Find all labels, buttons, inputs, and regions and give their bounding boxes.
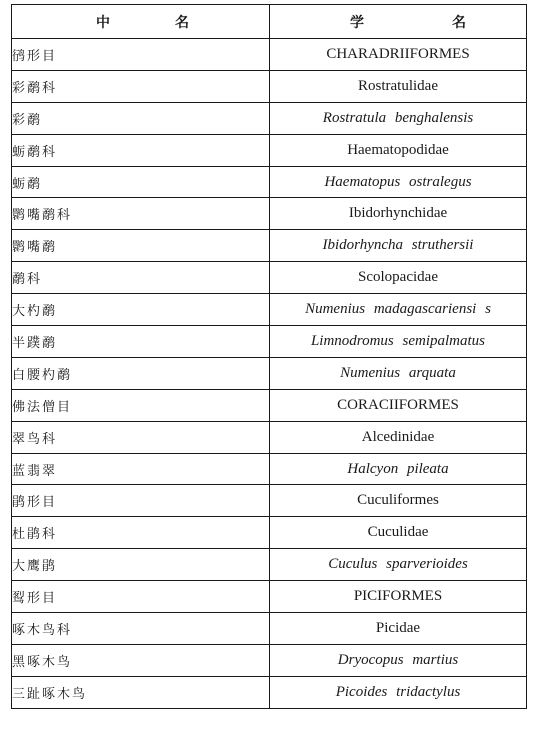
table-body [12,39,527,709]
scientific-name-cell: Cuculidae [270,517,527,549]
table-row [12,389,527,421]
table-row [12,70,527,102]
table-row [12,230,527,262]
table-header-row [12,5,527,39]
chinese-name-cell: 半蹼鹬 [12,326,270,358]
scientific-name-cell: Dryocopus martius [270,644,527,676]
header-chinese-name [12,5,270,39]
scientific-name-cell: Halcyon pileata [270,453,527,485]
scientific-name-cell: Picoides tridactylus [270,676,527,708]
chinese-name-cell: 大鹰鹃 [12,549,270,581]
chinese-name-cell: 啄木鸟科 [12,613,270,645]
table-row [12,453,527,485]
table-row [12,644,527,676]
chinese-name-cell: 鹬科 [12,262,270,294]
header-scientific-name-char: 学 [350,14,364,31]
chinese-name-cell: 䴕形目 [12,581,270,613]
chinese-name-cell: 大杓鹬 [12,294,270,326]
chinese-name-cell: 鹃形目 [12,485,270,517]
table-row [12,134,527,166]
chinese-name-cell: 蛎鹬 [12,166,270,198]
table-row [12,613,527,645]
scientific-name-cell: Haematopodidae [270,134,527,166]
chinese-name-cell: 黑啄木鸟 [12,644,270,676]
header-scientific-name [270,5,527,39]
table-row [12,262,527,294]
scientific-name-cell: CORACIIFORMES [270,389,527,421]
table-row [12,357,527,389]
chinese-name-cell: 蓝翡翠 [12,453,270,485]
table-row [12,581,527,613]
species-table [11,4,527,709]
header-chinese-name-char: 名 [175,14,189,31]
scientific-name-cell: Rostratula benghalensis [270,102,527,134]
table-row [12,39,527,71]
scientific-name-cell: Picidae [270,613,527,645]
scientific-name-cell: Rostratulidae [270,70,527,102]
scientific-name-cell: PICIFORMES [270,581,527,613]
table-row [12,102,527,134]
table-row [12,326,527,358]
scientific-name-cell: Scolopacidae [270,262,527,294]
chinese-name-cell: 彩鹬 [12,102,270,134]
chinese-name-cell: 鹮嘴鹬科 [12,198,270,230]
chinese-name-cell: 白腰杓鹬 [12,357,270,389]
header-chinese-name-char: 中 [96,14,110,31]
chinese-name-cell: 鸻形目 [12,39,270,71]
scientific-name-cell: Numenius madagascariensi s [270,294,527,326]
table-row [12,517,527,549]
scientific-name-cell: Alcedinidae [270,421,527,453]
table-row [12,198,527,230]
chinese-name-cell: 蛎鹬科 [12,134,270,166]
table-row [12,294,527,326]
scientific-name-cell: Cuculus sparverioides [270,549,527,581]
scientific-name-cell: Cuculiformes [270,485,527,517]
scientific-name-cell: Haematopus ostralegus [270,166,527,198]
scientific-name-cell: Ibidorhyncha struthersii [270,230,527,262]
chinese-name-cell: 佛法僧目 [12,389,270,421]
scientific-name-cell: Limnodromus semipalmatus [270,326,527,358]
table-row [12,166,527,198]
chinese-name-cell: 翠鸟科 [12,421,270,453]
chinese-name-cell: 鹮嘴鹬 [12,230,270,262]
scientific-name-cell: Ibidorhynchidae [270,198,527,230]
header-scientific-name-char: 名 [452,14,466,31]
table-row [12,676,527,708]
table-row [12,421,527,453]
chinese-name-cell: 彩鹬科 [12,70,270,102]
chinese-name-cell: 三趾啄木鸟 [12,676,270,708]
table-row [12,485,527,517]
chinese-name-cell: 杜鹃科 [12,517,270,549]
scientific-name-cell: Numenius arquata [270,357,527,389]
table-row [12,549,527,581]
scientific-name-cell: CHARADRIIFORMES [270,39,527,71]
